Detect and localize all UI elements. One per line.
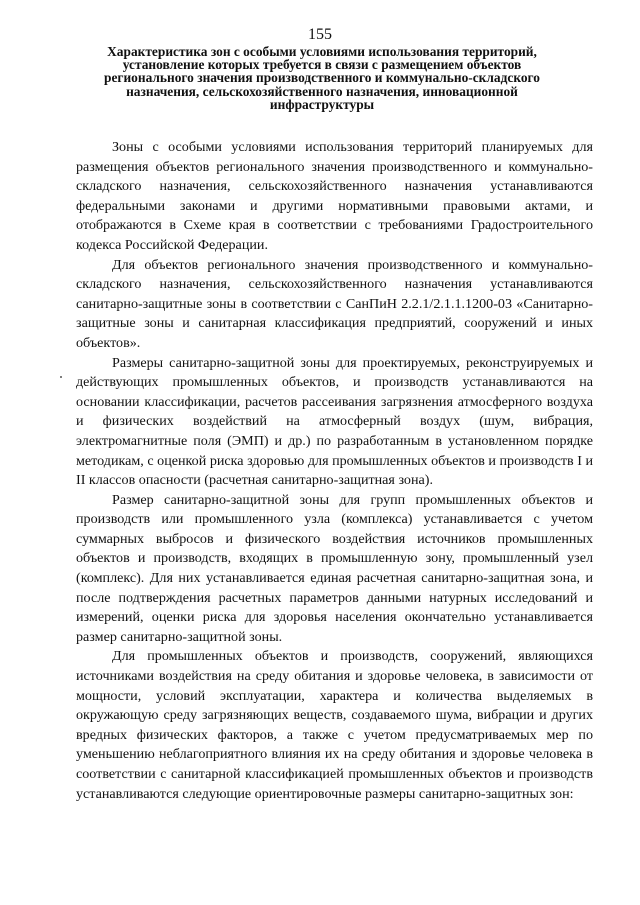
paragraph: Зоны с особыми условиями использования территорий планируемых для размещения объектов регионального значения производственного и коммунально-складского назначения, сельскохозяйственного назначения устанавливаются федеральными законами и другими нормативными правовыми актами, и отображаются в Схеме края в соответствии с требованиями Градостроительного кодекса Российской Федерации.	[76, 139, 593, 253]
page-number: 155	[308, 26, 332, 43]
section-heading: Характеристика зон с особыми условиями использования территорий, установление которых требуется в связи с размещением объектов регионального значения производственного и коммунально-складского назначения, сельскохозяйственного назначения, инновационной инфраструктуры	[104, 44, 540, 112]
paragraph: Для объектов регионального значения производственного и коммунально-складского назначения, сельскохозяйственного назначения устанавливаются санитарно-защитные зоны в соответствии с СанПиН 2.2.1/2.1.1.1200-03 «Санитарно-защитные зоны и санитарная классификация предприятий, сооружений и иных объектов».	[76, 256, 593, 351]
paragraph: Для промышленных объектов и производств, сооружений, являющихся источниками воздействия на среду обитания и здоровье человека, в зависимости от мощности, условий эксплуатации, характера и количества выделяемых в окружающую среду загрязняющих веществ, создаваемого шума, вибрации и других вредных физических факторов, а также с учетом предусматриваемых мер по уменьшению неблагоприятного влияния их на среду обитания и здоровье человека в соответствии с санитарной классификацией промышленных объектов и производств устанавливаются следующие ориентировочные размеры санитарно-защитных зон:	[76, 648, 593, 802]
paragraph: Размеры санитарно-защитной зоны для проектируемых, реконструируемых и действующих промышленных объектов, и производств устанавливаются на основании классификации, расчетов рассеивания загрязнения атмосферного воздуха и физических воздействий на атмосферный воздух (шум, вибрация, электромагнитные поля (ЭМП) и др.) по разработанным в установленном порядке методикам, с оценкой риска здоровью для промышленных объектов и производств I и II классов опасности (расчетная санитарно-защитная зона).	[76, 354, 593, 489]
body-text	[76, 138, 593, 804]
paragraph: Размер санитарно-защитной зоны для групп промышленных объектов и производств или промышленного узла (комплекса) устанавливается с учетом суммарных выбросов и физического воздействия источников промышленных объектов и производств, входящих в промышленную зону, промышленный узел (комплекс). Для них устанавливается единая расчетная санитарно-защитная зона, и после подтверждения расчетных параметров данными натурных исследований и измерений, оценки риска для здоровья населения окончательно устанавливается размер санитарно-защитной зоны.	[76, 491, 593, 645]
scan-speck	[60, 376, 62, 378]
